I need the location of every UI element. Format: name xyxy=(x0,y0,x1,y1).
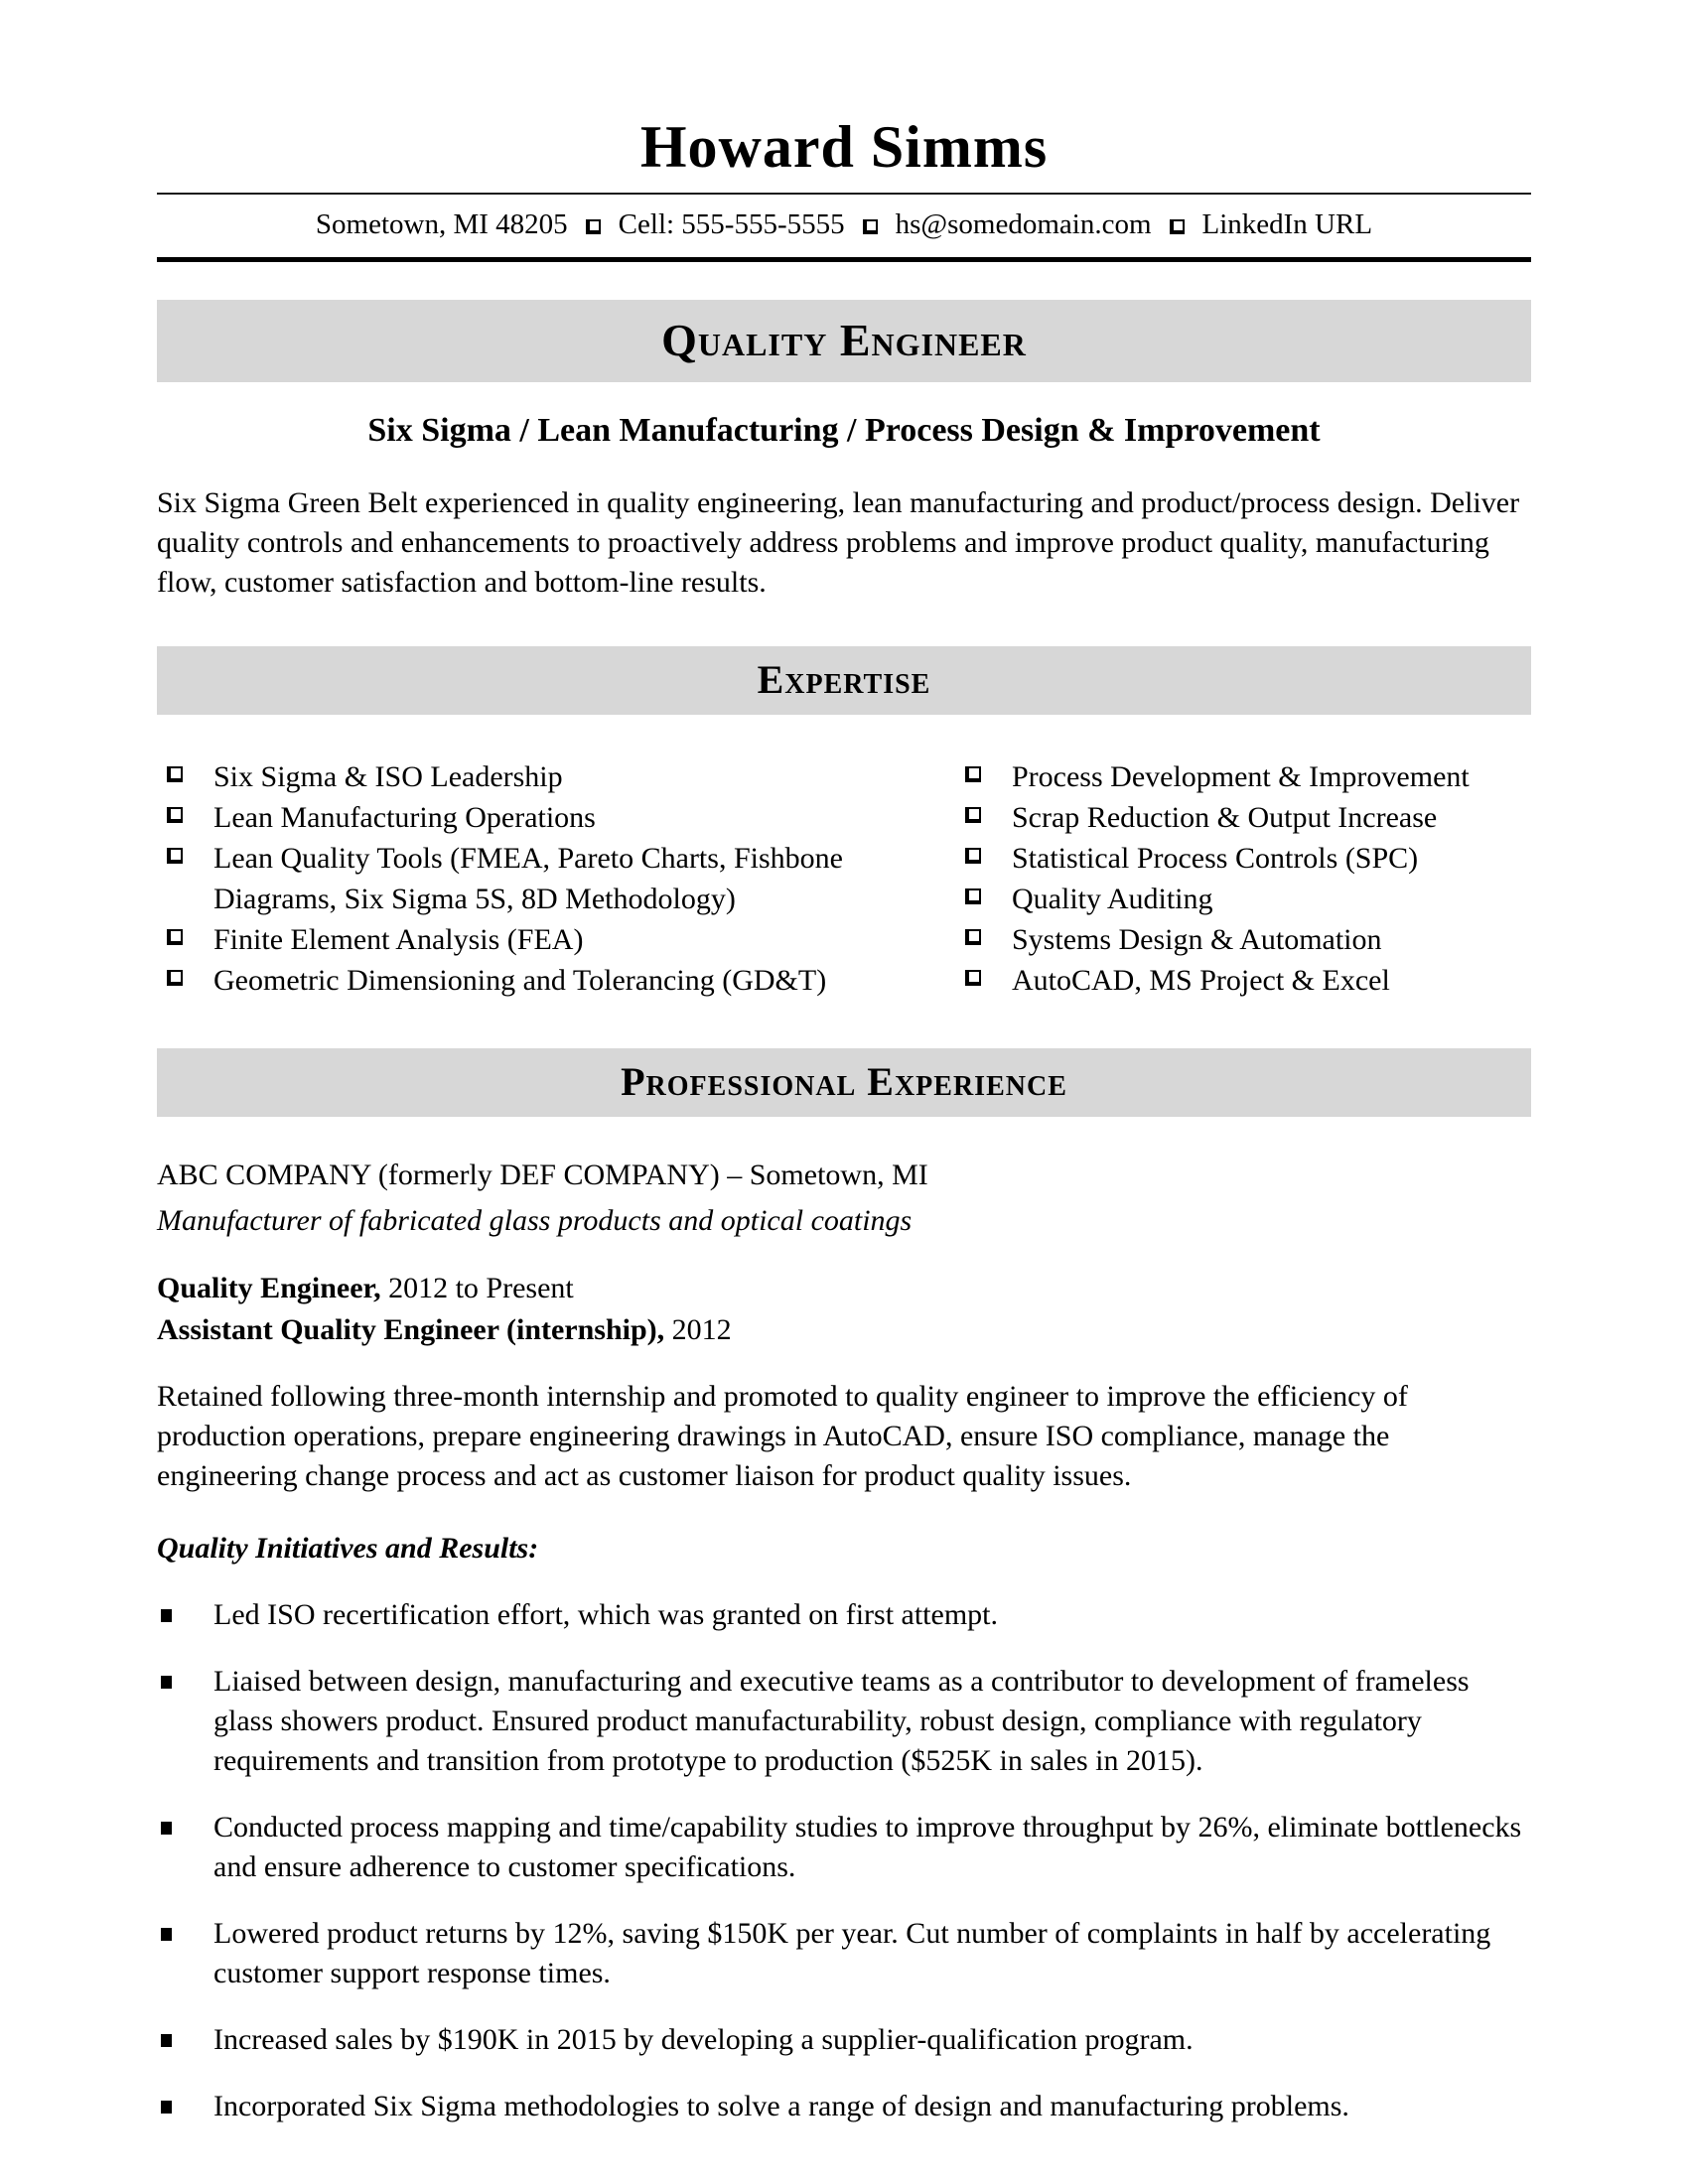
role-dates: 2012 to Present xyxy=(388,1272,574,1304)
achievement-bullet xyxy=(157,2020,1531,2060)
achievement-bullet-list xyxy=(157,1595,1531,2126)
role-line xyxy=(157,1268,1531,1309)
expertise-item xyxy=(157,756,955,797)
role-dates: 2012 xyxy=(671,1313,732,1346)
expertise-item-label: Process Development & Improvement xyxy=(1012,760,1470,793)
experience-summary: Retained following three-month internship and promoted to quality engineer to improve the efficiency of production operations, prepare engineering drawings in AutoCAD, ensure ISO compliance, manage the engineering change process and act as customer liaison for product quality issues. xyxy=(157,1380,1408,1492)
expertise-section-heading: Expertise xyxy=(157,646,1531,715)
expertise-item-label: AutoCAD, MS Project & Excel xyxy=(1012,964,1390,997)
experience-section-heading: Professional Experience xyxy=(157,1048,1531,1117)
achievement-text: Conducted process mapping and time/capability studies to improve throughput by 26%, eliminate bottlenecks and ensure adherence to customer specifications. xyxy=(213,1811,1522,1883)
company-line: ABC COMPANY (formerly DEF COMPANY) – Sometown, MI xyxy=(157,1159,928,1191)
checkbox-bullet-icon xyxy=(965,848,981,864)
header-thick-rule xyxy=(157,257,1531,262)
expertise-item xyxy=(157,797,955,838)
expertise-item xyxy=(955,838,1531,879)
checkbox-bullet-icon xyxy=(965,766,981,782)
expertise-item xyxy=(955,756,1531,797)
job-title-banner: Quality Engineer xyxy=(157,300,1531,382)
filled-square-bullet-icon xyxy=(161,1676,172,1689)
expertise-item-label: Scrap Reduction & Output Increase xyxy=(1012,801,1438,834)
achievement-text: Incorporated Six Sigma methodologies to solve a range of design and manufacturing problems. xyxy=(213,2090,1349,2122)
contact-item: hs@somedomain.com xyxy=(895,208,1152,240)
achievement-text: Liaised between design, manufacturing and executive teams as a contributor to development of frameless glass showers product. Ensured product manufacturability, robust design, compliance with regulatory requirements and transition from prototype to production ($525K in sales in 2015). xyxy=(213,1665,1470,1777)
filled-square-bullet-icon xyxy=(161,1822,172,1835)
checkbox-bullet-icon xyxy=(965,888,981,904)
role-title: Assistant Quality Engineer (internship), xyxy=(157,1313,665,1346)
expertise-item-label: Lean Manufacturing Operations xyxy=(213,801,596,834)
checkbox-bullet-icon xyxy=(167,929,183,945)
achievement-text: Lowered product returns by 12%, saving $150K per year. Cut number of complaints in half by accelerating customer support response times. xyxy=(213,1917,1491,1989)
company-description: Manufacturer of fabricated glass products and optical coatings xyxy=(157,1204,913,1237)
achievement-bullet xyxy=(157,2087,1531,2126)
expertise-item-label: Statistical Process Controls (SPC) xyxy=(1012,842,1419,875)
expertise-column-right xyxy=(955,756,1531,1001)
expertise-item-label: Six Sigma & ISO Leadership xyxy=(213,760,563,793)
expertise-item xyxy=(955,797,1531,838)
role-title: Quality Engineer, xyxy=(157,1272,381,1304)
initiatives-heading: Quality Initiatives and Results: xyxy=(157,1532,539,1565)
role-line xyxy=(157,1309,1531,1351)
achievement-bullet xyxy=(157,1595,1531,1635)
checkbox-bullet-icon xyxy=(965,929,981,945)
expertise-item-label: Geometric Dimensioning and Tolerancing (GD&T) xyxy=(213,964,827,997)
specialties-subtitle: Six Sigma / Lean Manufacturing / Process Design & Improvement xyxy=(367,412,1321,449)
profile-summary: Six Sigma Green Belt experienced in quality engineering, lean manufacturing and product/process design. Deliver quality controls and enhancements to proactively address problems and improve product quality, manufacturing flow, customer satisfaction and bottom-line results. xyxy=(157,486,1520,599)
filled-square-bullet-icon xyxy=(161,2034,172,2047)
checkbox-bullet-icon xyxy=(167,766,183,782)
expertise-list xyxy=(157,756,1531,1001)
expertise-item xyxy=(157,919,955,960)
expertise-column-left xyxy=(157,756,955,1001)
achievement-bullet xyxy=(157,1662,1531,1781)
role-list xyxy=(157,1268,1531,1351)
checkbox-bullet-icon xyxy=(167,970,183,986)
square-bullet-icon xyxy=(863,219,878,234)
checkbox-bullet-icon xyxy=(167,807,183,823)
expertise-item xyxy=(955,879,1531,919)
expertise-item xyxy=(955,919,1531,960)
expertise-item-label: Systems Design & Automation xyxy=(1012,923,1382,956)
expertise-item xyxy=(955,960,1531,1001)
filled-square-bullet-icon xyxy=(161,2101,172,2114)
checkbox-bullet-icon xyxy=(965,807,981,823)
filled-square-bullet-icon xyxy=(161,1609,172,1622)
checkbox-bullet-icon xyxy=(965,970,981,986)
person-name: Howard Simms xyxy=(639,114,1049,180)
expertise-item xyxy=(157,838,955,919)
contact-row xyxy=(157,195,1531,257)
achievement-bullet xyxy=(157,1914,1531,1993)
expertise-item-label: Lean Quality Tools (FMEA, Pareto Charts, Fishbone Diagrams, Six Sigma 5S, 8D Methodology) xyxy=(213,842,843,915)
expertise-item-label: Quality Auditing xyxy=(1012,883,1213,915)
contact-item: Sometown, MI 48205 xyxy=(315,208,568,240)
checkbox-bullet-icon xyxy=(167,848,183,864)
filled-square-bullet-icon xyxy=(161,1928,172,1941)
contact-item: Cell: 555-555-5555 xyxy=(618,208,845,240)
expertise-item-label: Finite Element Analysis (FEA) xyxy=(213,923,584,956)
contact-item: LinkedIn URL xyxy=(1201,208,1373,240)
achievement-text: Increased sales by $190K in 2015 by developing a supplier-qualification program. xyxy=(213,2023,1194,2056)
achievement-text: Led ISO recertification effort, which was granted on first attempt. xyxy=(213,1598,999,1631)
expertise-item xyxy=(157,960,955,1001)
achievement-bullet xyxy=(157,1808,1531,1887)
square-bullet-icon xyxy=(586,219,601,234)
square-bullet-icon xyxy=(1170,219,1185,234)
